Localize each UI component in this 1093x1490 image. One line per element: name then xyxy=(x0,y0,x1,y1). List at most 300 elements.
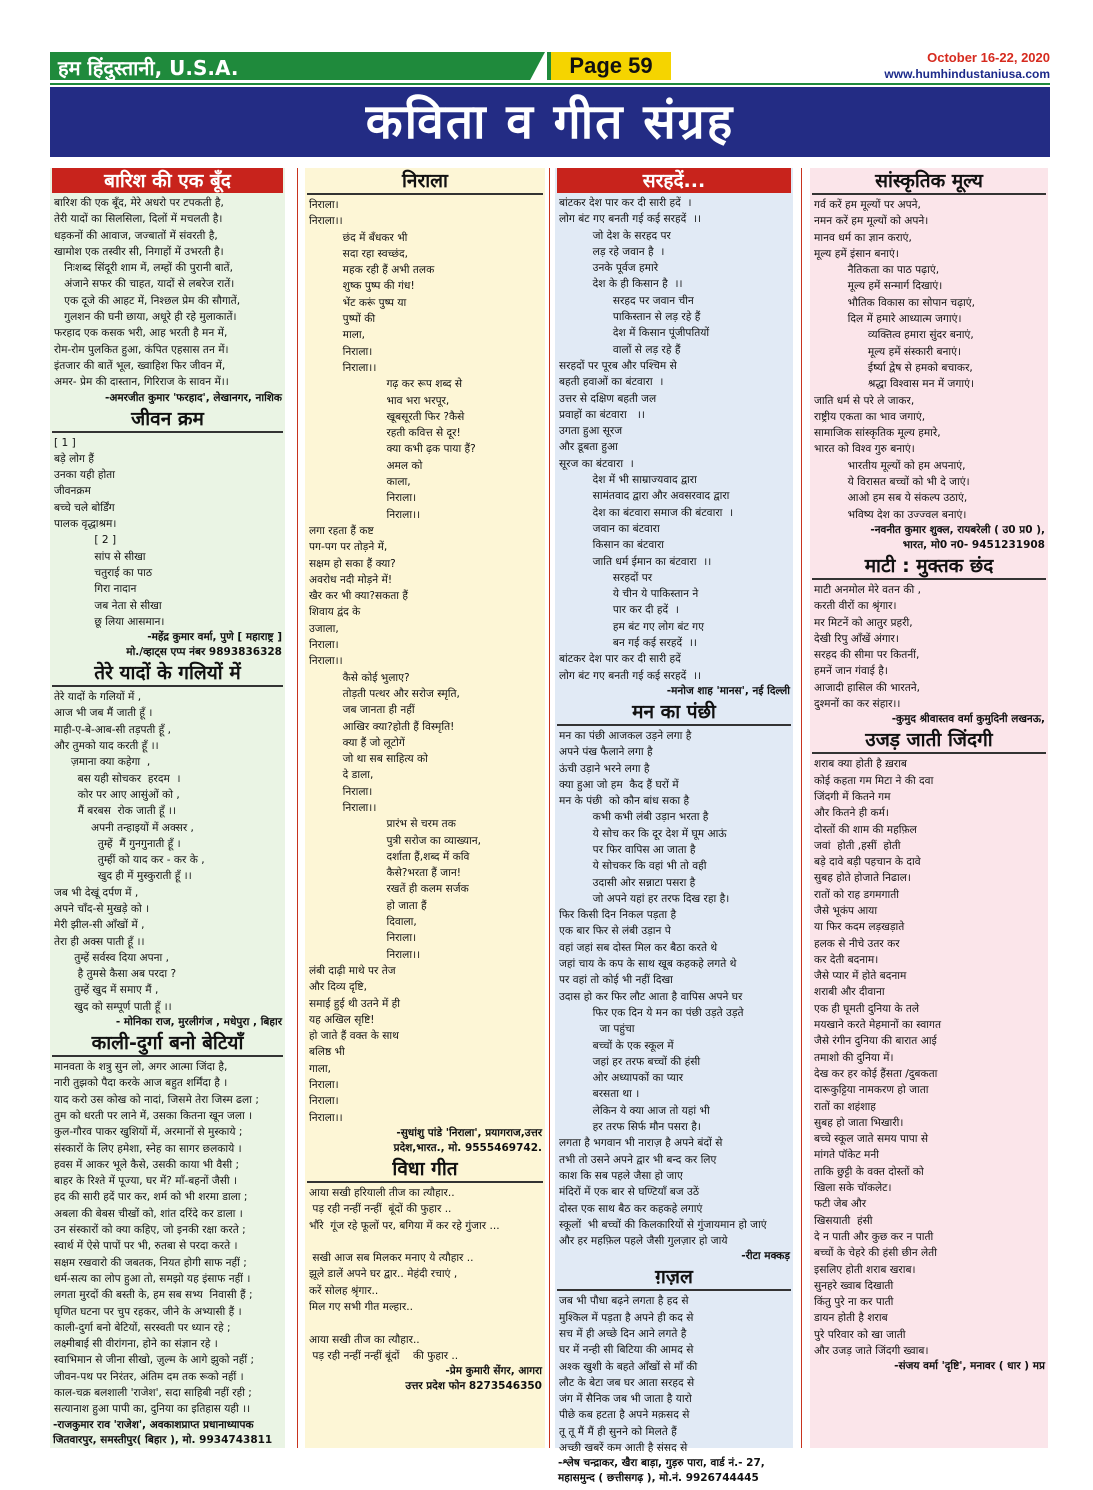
poem-line: जा पहुंचा xyxy=(559,1023,635,1036)
poem-line: गर्व करें हम मूल्यों पर अपने, xyxy=(814,199,921,211)
poem-line: जिंदगी में कितने गम xyxy=(814,790,891,803)
poem-line: अपनी तन्हाइयों में अक्सर , xyxy=(54,821,194,834)
poem-title: बारिश की एक बूँद xyxy=(52,168,283,193)
poem-line: मेरी झील-सी आँखों में , xyxy=(54,919,145,932)
poem-line: स्वार्थ में ऐसे पापों पर भी, रुतबा से परदा करते । xyxy=(54,1240,238,1253)
poem-line: सक्षम हो सका हैं क्या? xyxy=(309,557,396,570)
poem-line: निराला। xyxy=(309,1079,339,1092)
poem-line: उनके पूर्वज हमारे xyxy=(559,262,659,275)
poem-line: किंतु पुरे ना कर पाती xyxy=(814,1296,894,1309)
poem-line: जीवनक्रम xyxy=(54,485,91,498)
poem-line: कैसे?भरता हैं जान! xyxy=(309,867,462,880)
poem-line: मुश्किल में पड़ता है अपने ही कद से xyxy=(559,1311,694,1324)
poem-author: -श्लेष चन्द्राकर, खैरा बाड़ा, गुड़रु पारा, वार्ड नं.- 27, xyxy=(558,1457,765,1470)
poem-line: बच्चों के चेहरे की हंसी छीन लेती xyxy=(814,1247,937,1260)
poem-line: रहती कवित्त से दूर! xyxy=(309,427,461,440)
poem-body xyxy=(810,582,1048,712)
poem-line: मिल गए सभी गीत मल्हार.. xyxy=(309,1301,413,1313)
poem-line: देश में किसान पूंजीपतियों xyxy=(559,327,710,340)
poem-line: हम बंट गए लोग बंट गए xyxy=(559,620,704,633)
poem-line: सुबह होते होजाते निढाल। xyxy=(814,872,911,885)
poem-line: भाव भरा भरपूर, xyxy=(309,394,450,407)
column-divider xyxy=(801,168,802,1448)
poem-line: पालक वृद्धाश्रम। xyxy=(54,518,117,531)
poem-line: बलिष्ठ भी xyxy=(309,1046,345,1059)
poem-line: जहां चाय के कप के साथ खूब कहकहे लगते थे xyxy=(559,958,737,971)
poem-line: देश के ही किसान है ।। xyxy=(559,278,683,291)
poem-line: जो अपने यहां हर तरफ दिख रहा है। xyxy=(559,892,730,905)
poem-line: और दिव्य दृष्टि, xyxy=(309,981,367,994)
column-1 xyxy=(50,168,285,1448)
poem-line: दिल में हमारे आध्यात्म जगाएं। xyxy=(814,313,962,326)
poem-line: दुश्मनों का कर संहार।। xyxy=(814,698,901,711)
website-url[interactable]: www.humhindustaniusa.com xyxy=(884,67,1050,81)
poem-line: निराला।। xyxy=(309,215,343,228)
poem-line: या फिर कदम लड़खड़ाते xyxy=(814,921,905,934)
poem-line: कैसे कोई भुलाए? xyxy=(309,671,410,684)
poem-line: निराला। xyxy=(309,639,339,652)
poem-author: -संजय वर्मा 'दृष्टि', मनावर ( धार ) मप्र xyxy=(894,1360,1045,1373)
poem-author: -सुधांशु पांडे 'निराला', प्रयागराज,उत्तर xyxy=(396,1126,542,1139)
poem-line: सामंतवाद द्वारा और अवसरवाद द्वारा xyxy=(559,490,730,503)
column-divider xyxy=(297,168,298,1448)
poem-line: भौंरे गूंज रहे फूलों पर, बगिया में कर रहे गुंजार ... xyxy=(309,1219,500,1232)
poem-line: निराला।। xyxy=(309,948,421,961)
poem-line: वहां जहां सब दोस्त मिल कर बैठा करते थे xyxy=(559,941,718,954)
poem-body xyxy=(810,756,1048,1359)
poem-line: तुम्हीं को याद कर - कर के , xyxy=(54,854,205,867)
poem-line: नैतिकता का पाठ पढ़ाएं, xyxy=(814,264,940,277)
poem-line: सच में ही अच्छे दिन आने लगते है xyxy=(559,1328,687,1340)
poem-line: रातों का शहंशाह xyxy=(814,1100,876,1113)
poem-line: निःशब्द सिंदूरी शाम में, लम्हों की पुरानी बातें, xyxy=(54,262,233,275)
poem-line: उत्तर से दक्षिण बहती जल xyxy=(559,392,657,405)
poem-line: फटी जेब और xyxy=(814,1198,867,1211)
poem-line: प्रारंभ से चरम तक xyxy=(309,818,456,831)
poem-line: मांगते पॉकेट मनी xyxy=(814,1149,880,1162)
poem-line: माला, xyxy=(309,329,366,342)
poem-line: जीवन-पथ पर निरंतर, अंतिम दम तक रूको नहीं । xyxy=(54,1370,244,1383)
poem-line: खामोश एक तस्वीर सी, निगाहों में उभरती है। xyxy=(54,245,224,258)
poem-author-contact: उत्तर प्रदेश फोन 8273546350 xyxy=(405,1380,542,1393)
poem-line: आया सखी हरियाली तीज का त्यौहार.. xyxy=(309,1186,455,1199)
poem-line: तेरा ही अक्स पाती हूँ ।। xyxy=(54,935,145,948)
poem-line: गिरा नादान xyxy=(54,583,137,596)
poem-author: -मनोज शाह 'मानस', नई दिल्ली xyxy=(666,684,790,697)
poem-line: देश का बंटवारा समाज की बंटवारा । xyxy=(559,506,734,519)
poem-line: नमन करें हम मूल्यों को अपने। xyxy=(814,215,929,228)
poem-line: निराला।। xyxy=(309,508,421,521)
poem-line: सक्षम रखवारो की जबतक, नियत होगी साफ नहीं ; xyxy=(54,1256,247,1269)
poem-line: जब नेता से सीखा xyxy=(54,599,162,612)
poem-line: महक रही हैं अभी तलक xyxy=(309,264,435,277)
poem-line: राष्ट्रीय एकता का भाव जगाएं, xyxy=(814,410,926,423)
poem-line: हो जाते हैं वक्त के साथ xyxy=(309,1030,399,1043)
poem-line: माही-ए-बे-आब-सी तड़पती हूँ , xyxy=(54,723,172,736)
poem-line: ईर्ष्या द्वेष से हमको बचाकर, xyxy=(814,361,973,374)
poem-line: माटी अनमोल मेरे वतन की , xyxy=(814,583,921,596)
poem-line: खुद को सम्पूर्ण पाती हूँ ।। xyxy=(54,1000,172,1013)
poem-line: तेरे यादों के गलियों में , xyxy=(54,691,142,704)
poem-line: मैं बरबस रोक जाती हूँ ।। xyxy=(54,805,176,818)
poem-sanskritik-mulya xyxy=(810,168,1048,553)
poem-line: घर में नन्ही सी बिटिया की आमद से xyxy=(559,1344,694,1357)
poem-line: फरहाद एक कसक भरी, आह भरती है मन में, xyxy=(54,327,228,340)
poem-line: समाई हुई थी उतने में ही xyxy=(309,997,401,1010)
poem-line: पर वहां तो कोई भी नहीं दिखा xyxy=(559,974,673,987)
poem-line: निराला। xyxy=(309,932,417,945)
poem-line: पीछे कब हटता है अपने मक़सद से xyxy=(559,1409,690,1422)
poem-man-ka-panchhi xyxy=(555,699,793,1265)
poem-line: पार कर दी हदें । xyxy=(559,604,679,617)
poem-line: ये सोच कर कि दूर देश में घूम आऊं xyxy=(559,827,727,840)
poem-line: ऊंची उड़ाने भरने लगा है xyxy=(559,762,650,775)
poem-author-contact: भारत, मो0 न0- 9451231908 xyxy=(902,538,1045,551)
poem-line: बारिश की एक बूँद, मेरे अधरो पर टपकती है, xyxy=(54,197,224,209)
poem-line: कोर पर आए आसुंओं को , xyxy=(54,788,180,801)
poem-line: जो था सब साहित्य को xyxy=(309,753,428,766)
poem-line: भारतीय मूल्यों को हम अपनाएं, xyxy=(814,459,966,472)
poem-line: याद करो उस कोख को नादां, जिसमे तेरा जिस्म ढला ; xyxy=(54,1093,259,1106)
poem-line: उदास हो कर फिर लौट आता है वापिस अपने घर xyxy=(559,990,743,1003)
poem-line: सत्यानाश हुआ पापी का, दुनिया का इतिहास यही ।। xyxy=(54,1403,251,1416)
poem-line: तोड़ती पत्थर और सरोज स्मृति, xyxy=(309,687,460,700)
poem-line: सामाजिक सांस्कृतिक मूल्य हमारे, xyxy=(814,427,941,440)
poem-line: नारी तुझको पैदा करके आज बहुत शर्मिंदा है । xyxy=(54,1077,228,1090)
poem-line: मयखाने करते मेहमानों का स्वागत xyxy=(814,1019,942,1032)
poem-line: अबला की बेबस चीखों को, शांत दरिंदे कर डाला । xyxy=(54,1207,243,1220)
poem-line: अवरोध नदी मोड़ने में! xyxy=(309,573,393,586)
poem-line: गाला, xyxy=(309,1062,332,1075)
poem-line: एक दूजे की आहट में, निश्छल प्रेम की सौगातें, xyxy=(54,294,241,307)
poem-line: हर तरफ सिर्फ मौन पसरा है। xyxy=(559,1121,701,1134)
poem-line: उन संस्कारों को क्या कहिए, जो इनकी रक्षा करते ; xyxy=(54,1224,246,1237)
poem-line: शिवाय द्वंद के xyxy=(309,606,361,619)
poem-line: [ 1 ] xyxy=(54,436,76,449)
poem-line: गुलशन की घनी छाया, अधूरे ही रहे मुलाकातें। xyxy=(54,311,237,324)
poem-line: आज भी जब मैं जाती हूँ । xyxy=(54,707,153,720)
poem-line: रातों को राह डगमगाती xyxy=(814,888,899,901)
poem-line: सखी आज सब मिलकर मनाए ये त्यौहार .. xyxy=(309,1252,474,1265)
poem-line: भौतिक विकास का सोपान चढ़ाएं, xyxy=(814,296,976,309)
poem-line: पाकिस्तान से लड़ रहे हैं xyxy=(559,311,701,324)
poem-line: अंजाने सफर की चाहत, यादों से लबरेज रातें। xyxy=(54,278,235,291)
poem-line: सरहदों पर पूरब और पश्चिम से xyxy=(559,359,677,372)
poem-line: बड़े लोग हैं xyxy=(54,452,94,465)
poem-line: खूबसूरती फिर ?कैसे xyxy=(309,410,465,423)
poem-line: मर मिटनें को आतुर प्रहरी, xyxy=(814,616,913,629)
poem-body xyxy=(555,728,793,1250)
poem-line: और उजड़ जाते जिंदगी ख्वाब। xyxy=(814,1345,929,1357)
poem-line: क्या हुआ जो हम कैद हैं घरों में xyxy=(559,778,679,791)
column-divider xyxy=(549,168,550,1448)
poem-line: ये सोचकर कि वहां भी तो वही xyxy=(559,860,707,873)
poem-line: मानवता के शत्रु सुन लो, अगर आत्मा जिंदा है, xyxy=(54,1061,228,1074)
poem-line: जब भी पौधा बढ़ने लगता है हद से xyxy=(559,1295,689,1308)
poem-line: दर्शाता हैं,शब्द में कवि xyxy=(309,850,470,863)
poem-line: तेरी यादों का सिलसिला, दिलों में मचलती है। xyxy=(54,213,223,226)
poem-line: निराला। xyxy=(309,785,373,798)
poem-line: तुम्हें खुद में समाए मैं , xyxy=(54,984,159,997)
poem-barish xyxy=(50,168,285,406)
poem-line: ज़माना क्या कहेगा , xyxy=(54,756,151,769)
poem-line: सरहदों पर xyxy=(559,571,653,584)
poem-line: देख कर हर कोई हैंसता /दुबकता xyxy=(814,1067,938,1080)
poem-line: देखी रिपु आँखें अंगार। xyxy=(814,632,899,645)
poem-line: आजादी हासिल की भारतने, xyxy=(814,681,921,694)
poem-line: क्या हैं जो लूटोगें xyxy=(309,736,405,749)
poem-line: अश्क खुशी के बहते आँखों से माँ की xyxy=(559,1360,698,1373)
poem-line: बन गई कई सरहदें ।। xyxy=(559,637,697,650)
poem-line: जब भी देखूं दर्पण में , xyxy=(54,886,139,899)
poem-line: अपने चाँद-से मुखड़े को । xyxy=(54,902,150,915)
poem-line: यह अखिल सृष्टि! xyxy=(309,1013,375,1026)
poem-author: -राजकुमार राव 'राजेश', अवकाशप्राप्त प्रधानाध्यापक xyxy=(53,1418,254,1431)
poem-title: सांस्कृतिक मूल्य xyxy=(812,168,1046,195)
poem-line: तू तू मैं मैं ही सुनने को मिलते हैं xyxy=(559,1425,677,1438)
poem-line: डायन होती है शराब xyxy=(814,1312,888,1325)
poem-line: रोम-रोम पुलकित हुआ, कंपित एहसास तन में। xyxy=(54,343,229,356)
poem-line: भेंट करूं पुष्प या xyxy=(309,296,407,309)
poem-line: करें सोलह श्रृंगार.. xyxy=(309,1284,379,1297)
poem-line: जहां हर तरफ बच्चों की हंसी xyxy=(559,1055,701,1068)
poem-line: प्रवाहों का बंटवारा ।। xyxy=(559,408,645,421)
poem-title: काली-दुर्गा बनो बेटियाँ xyxy=(52,1030,283,1057)
poem-line: आया सखी तीज का त्यौहार.. xyxy=(309,1333,420,1346)
poem-body xyxy=(305,197,545,1126)
poem-line: शराब क्या होती है ख़राब xyxy=(814,758,907,771)
poem-line: उगता हुआ सूरज xyxy=(559,425,623,438)
poem-line: दोस्त एक साथ बैठ कर कहकहे लगाएं xyxy=(559,1202,703,1215)
poem-line: निराला। xyxy=(309,1095,339,1108)
poem-line: छू लिया आसमान। xyxy=(54,615,165,628)
poem-vidha-geet xyxy=(305,1156,545,1394)
poem-line: धर्म-सत्य का लोप हुआ तो, समझो यह इंसाफ नहीं । xyxy=(54,1272,251,1285)
poem-line: बच्चे स्कूल जाते समय पापा से xyxy=(814,1133,929,1146)
poem-line: लगता है भगवान भी नाराज़ है अपने बंदों से xyxy=(559,1137,723,1150)
poem-line: श्रद्धा विश्वास मन में जगाएं। xyxy=(814,378,974,391)
poem-line: इंतजार की बातें भूल, ख्वाहिश फिर जीवन में, xyxy=(54,359,226,372)
poem-title: जीवन क्रम xyxy=(52,406,283,433)
poem-line: हवस में आकर भूले कैसे, उसकी काया भी वैसी ; xyxy=(54,1158,240,1171)
poem-line: बहती हवाओं का बंटवारा । xyxy=(559,376,664,389)
poem-line: व्यक्तित्व हमारा सुंदर बनाएं, xyxy=(814,329,974,342)
poem-line: सदा रहा स्वच्छंद, xyxy=(309,247,408,260)
poem-line: बरसता था । xyxy=(559,1088,640,1101)
poem-line: छंद में बँधकर भी xyxy=(309,231,408,244)
poem-line: जंग में सैनिक जब भी जाता है यारो xyxy=(559,1393,692,1406)
poem-line: निराला।। xyxy=(309,361,377,374)
poem-line: मन के पंछी को कौन बांध सका है xyxy=(559,795,690,808)
poem-line: पुत्री सरोज का व्याख्यान, xyxy=(309,834,481,847)
poem-line: चतुराई का पाठ xyxy=(54,566,152,579)
poem-line: पुरे परिवार को खा जाती xyxy=(814,1328,906,1341)
poem-line: पड़ रही नन्हीं नन्हीं बूंदों की फुहार .. xyxy=(309,1349,459,1362)
poem-line: कोई कहता गम मिटा ने की दवा xyxy=(814,774,934,787)
poem-line: गढ़ कर रूप शब्द से xyxy=(309,378,463,391)
poem-line: इसलिए होती शराब खराब। xyxy=(814,1263,916,1276)
poem-line: बड़े दावे बड़ी पहचान के दावे xyxy=(814,856,921,869)
poem-line: कुल-गौरव पाकर खुशियों में, अरमानों से मुस्काये ; xyxy=(54,1126,243,1139)
poem-line: सरहद पर जवान चीन xyxy=(559,294,694,307)
poem-line: लगा रहता हैं कष्ट xyxy=(309,524,374,537)
poem-line: घृणित घटना पर चुप रहकर, जीने के अभ्यासी हैं । xyxy=(54,1305,242,1318)
masthead xyxy=(50,52,1050,86)
poem-jeevan-kram xyxy=(50,406,285,661)
masthead-divider xyxy=(50,83,1050,85)
poem-line: क्या कभी ढ़क पाया हैं? xyxy=(309,443,476,456)
poem-line: तुम्हें मैं गुनगुनाती हूँ । xyxy=(54,837,181,850)
poem-line: स्वाभिमान से जीना सीखो, ज़ुल्म के आगे झुको नहीं ; xyxy=(54,1354,255,1367)
column-3 xyxy=(555,168,793,1485)
poem-nirala xyxy=(305,168,545,1156)
poem-author-contact: मो./व्हाट्स एप्प नंबर 9893836328 xyxy=(126,646,282,659)
poem-author: - मोनिका राज, मुरलीगंज , मधेपुरा , बिहार xyxy=(115,1016,282,1029)
poem-line: हद की सारी हदें पार कर, शर्म को भी शरमा डाला ; xyxy=(54,1191,248,1204)
poem-title: ग़ज़ल xyxy=(557,1264,791,1291)
poem-line: निराला।। xyxy=(309,801,377,814)
issue-date: October 16-22, 2020 xyxy=(927,50,1050,65)
poem-author: -अमरजीत कुमार 'फरहाद', लेखानगर, नाशिक xyxy=(104,391,282,404)
poem-line: ओर अध्यापकों का प्यार xyxy=(559,1072,684,1085)
poem-line: लगता मुरदों की बस्ती के, हम सब सभ्य निवासी हैं ; xyxy=(54,1289,253,1302)
poem-line: भविष्य देश का उज्ज्वल बनाएं। xyxy=(814,508,967,521)
poem-line: आओ हम सब ये संकल्प उठाएं, xyxy=(814,492,968,505)
page-banner: कविता व गीत संग्रह xyxy=(50,87,1050,157)
poem-line: निराला।। xyxy=(309,1111,343,1124)
poem-line: ये विरासत बच्चों को भी दे जाएं। xyxy=(814,476,970,489)
poem-ujad-jati-zindagi xyxy=(810,727,1048,1374)
poem-kali-durga xyxy=(50,1030,285,1448)
poem-line: काली-दुर्गा बनो बेटियों, सरस्वती पर ध्यान रहे ; xyxy=(54,1321,231,1334)
poem-line: एक बार फिर से लंबी उड़ान पे xyxy=(559,925,671,938)
poem-line: फिर किसी दिन निकल पड़ता है xyxy=(559,909,677,922)
poem-line: स्कूलों भी बच्चों की किलकारियों से गुंजायमान हो जाएं xyxy=(559,1218,767,1231)
poem-author-contact: महासमुन्द ( छत्तीसगढ़ ), मो.नं. 9926744445 xyxy=(558,1472,759,1485)
poem-line: सांप से सीखा xyxy=(54,550,146,563)
poem-line: जैसे भूकंप आया xyxy=(814,904,878,917)
poem-line: बाहर के रिश्ते में पूज्या, घर में? माँ-बहनों जैसी । xyxy=(54,1175,238,1188)
poem-line: भारत को विश्व गुरु बनाएं। xyxy=(814,443,915,456)
poem-line: मानव धर्म का ज्ञान कराएं, xyxy=(814,231,912,244)
poem-author: -कुमुद श्रीवास्तव वर्मा कुमुदिनी लखनऊ, xyxy=(891,713,1045,726)
poem-line: जाति धर्म से परे ले जाकर, xyxy=(814,394,915,407)
poem-line: दोस्तों की शाम की महफ़िल xyxy=(814,823,917,836)
poem-body xyxy=(555,195,793,684)
poem-line: मूल्य हमें संस्कारी बनाएं। xyxy=(814,345,962,358)
poem-line: ताकि छुट्टी के वक्त दोस्तों को xyxy=(814,1165,924,1178)
poem-body xyxy=(50,1059,285,1418)
poem-line xyxy=(305,1315,545,1331)
poem-line: निराला। xyxy=(309,199,339,211)
poem-line: लड़ रहे जवान है । xyxy=(559,245,665,258)
poem-line: लेकिन ये क्या आज तो यहां भी xyxy=(559,1104,710,1117)
poem-author-contact: जितवारपुर, समस्तीपुर( बिहार ), मो. 9934743811 xyxy=(53,1433,273,1446)
poem-line: पग-पग पर तोड़ने में, xyxy=(309,541,388,554)
poem-line: लौट के बेटा जब घर आता सरहद से xyxy=(559,1376,695,1389)
poem-line: फिर एक दिन ये मन का पंछी उड़ते उड़ते xyxy=(559,1006,744,1019)
poem-line: उदासी ओर सन्नाटा पसरा है xyxy=(559,876,696,889)
poem-line: वालों से लड़ रहे हैं xyxy=(559,343,681,356)
poem-line: खुद ही में मुस्कुराती हूँ ।। xyxy=(54,870,192,883)
poem-line: जवां होती ,हसीं होती xyxy=(814,839,901,852)
poem-line: किसान का बंटवारा xyxy=(559,539,665,552)
poem-line: बच्चों के एक स्कूल में xyxy=(559,1039,674,1052)
poem-line: निराला। xyxy=(309,492,417,505)
poem-line: दिवाला, xyxy=(309,916,417,929)
poem-line: जवान का बंटवारा xyxy=(559,522,660,535)
newspaper-name: हम हिंदुस्तानी, U.S.A. xyxy=(58,56,239,80)
poem-line: मंदिरों में एक बार से घण्टियाँ बज उठें xyxy=(559,1186,699,1199)
poem-title: विधा गीत xyxy=(307,1156,543,1183)
poem-author-contact: प्रदेश,भारत., मो. 9555469742. xyxy=(393,1141,542,1154)
poem-body xyxy=(305,1185,545,1364)
poem-line: शुष्क पुष्प की गंध! xyxy=(309,280,415,293)
poem-line: निराला।। xyxy=(309,655,343,668)
poem-line: धड़कनों की आवाज, जज्बातों में संवरती है, xyxy=(54,229,218,242)
poem-line: और तुमको याद करती हूँ ।। xyxy=(54,740,159,753)
poem-line: दे न पाती और कुछ कर न पाती xyxy=(814,1230,934,1243)
poem-title: माटी : मुक्तक छंद xyxy=(812,553,1046,580)
poem-line: और हर महफ़िल पहले जैसी गुलज़ार हो जाये xyxy=(559,1235,728,1248)
poem-line: अपने पंख फैलाने लगा है xyxy=(559,746,653,759)
poem-title: निराला xyxy=(307,168,543,195)
poem-ghazal xyxy=(555,1264,793,1486)
poem-line: जैसे रंगीन दुनिया की बारात आई xyxy=(814,1035,937,1048)
poem-line: जब जानता ही नहीं xyxy=(309,704,415,717)
poem-line: ये चीन ये पाकिस्तान ने xyxy=(559,588,699,601)
poem-line: तमाशो की दुनिया में। xyxy=(814,1051,894,1064)
poem-body xyxy=(50,195,285,391)
poem-line: मूल्य हमें सन्मार्ग दिखाएं। xyxy=(814,280,943,293)
poem-line: काल-चक्र बलशाली 'राजेश', सदा साहिबी नहीं रही ; xyxy=(54,1387,252,1399)
poem-line: तुम्हें सर्वस्व दिया अपना , xyxy=(54,951,169,964)
poem-line: बांटकर देश पार कर दी सारी हदें xyxy=(559,653,681,666)
poem-line: करती वीरों का श्रृंगार। xyxy=(814,600,897,613)
poem-body xyxy=(810,197,1048,523)
poem-line xyxy=(305,1234,545,1250)
poem-line: जैसे प्यार में होते बदनाम xyxy=(814,970,907,983)
poem-line: सूरज का बंटवारा । xyxy=(559,457,634,470)
poem-body xyxy=(50,435,285,631)
poem-line: लंबी दाढ़ी माथे पर तेज xyxy=(309,964,396,977)
poem-line: लक्ष्मीबाई सी वीरांगना, होने का संज्ञान रहे । xyxy=(54,1338,218,1351)
poem-line: दारूकुट्टिया नामकरण हो जाता xyxy=(814,1084,929,1097)
poem-line: सुनहरे ख्वाब दिखाती xyxy=(814,1279,894,1292)
poem-author: -नवनीत कुमार शुक्ल, रायबरेली ( उ0 प्र0 ), xyxy=(870,523,1045,536)
poem-line: कभी कभी लंबी उड़ान भरता है xyxy=(559,811,709,824)
poem-line: हलक से नीचे उतर कर xyxy=(814,937,900,950)
poem-title: मन का पंछी xyxy=(557,699,791,726)
poem-title: सरहदें... xyxy=(557,168,791,193)
poem-line: कर देती बदनाम। xyxy=(814,953,879,966)
poem-line: [ 2 ] xyxy=(54,534,117,547)
poem-line: दे डाला, xyxy=(309,769,374,782)
poem-line: काला, xyxy=(309,476,411,489)
poem-line: सरहद की सीमा पर कितनीं, xyxy=(814,649,920,662)
poem-body xyxy=(50,689,285,1015)
column-4 xyxy=(810,168,1048,1448)
poem-sarhaden xyxy=(555,168,793,699)
poem-line: उनका यही होता xyxy=(54,469,115,482)
page-number: Page 59 xyxy=(547,52,671,80)
poem-line: काश कि सब पहले जैसा हो जाए xyxy=(559,1169,683,1182)
poem-line: जो देश के सरहद पर xyxy=(559,229,671,242)
poem-line: खिला सके चॉकलेट। xyxy=(814,1182,892,1195)
poem-body xyxy=(555,1293,793,1456)
poem-line: हमनें जान गंवाई है। xyxy=(814,665,888,678)
poem-line: रखतें ही कलम सर्जक xyxy=(309,883,469,896)
